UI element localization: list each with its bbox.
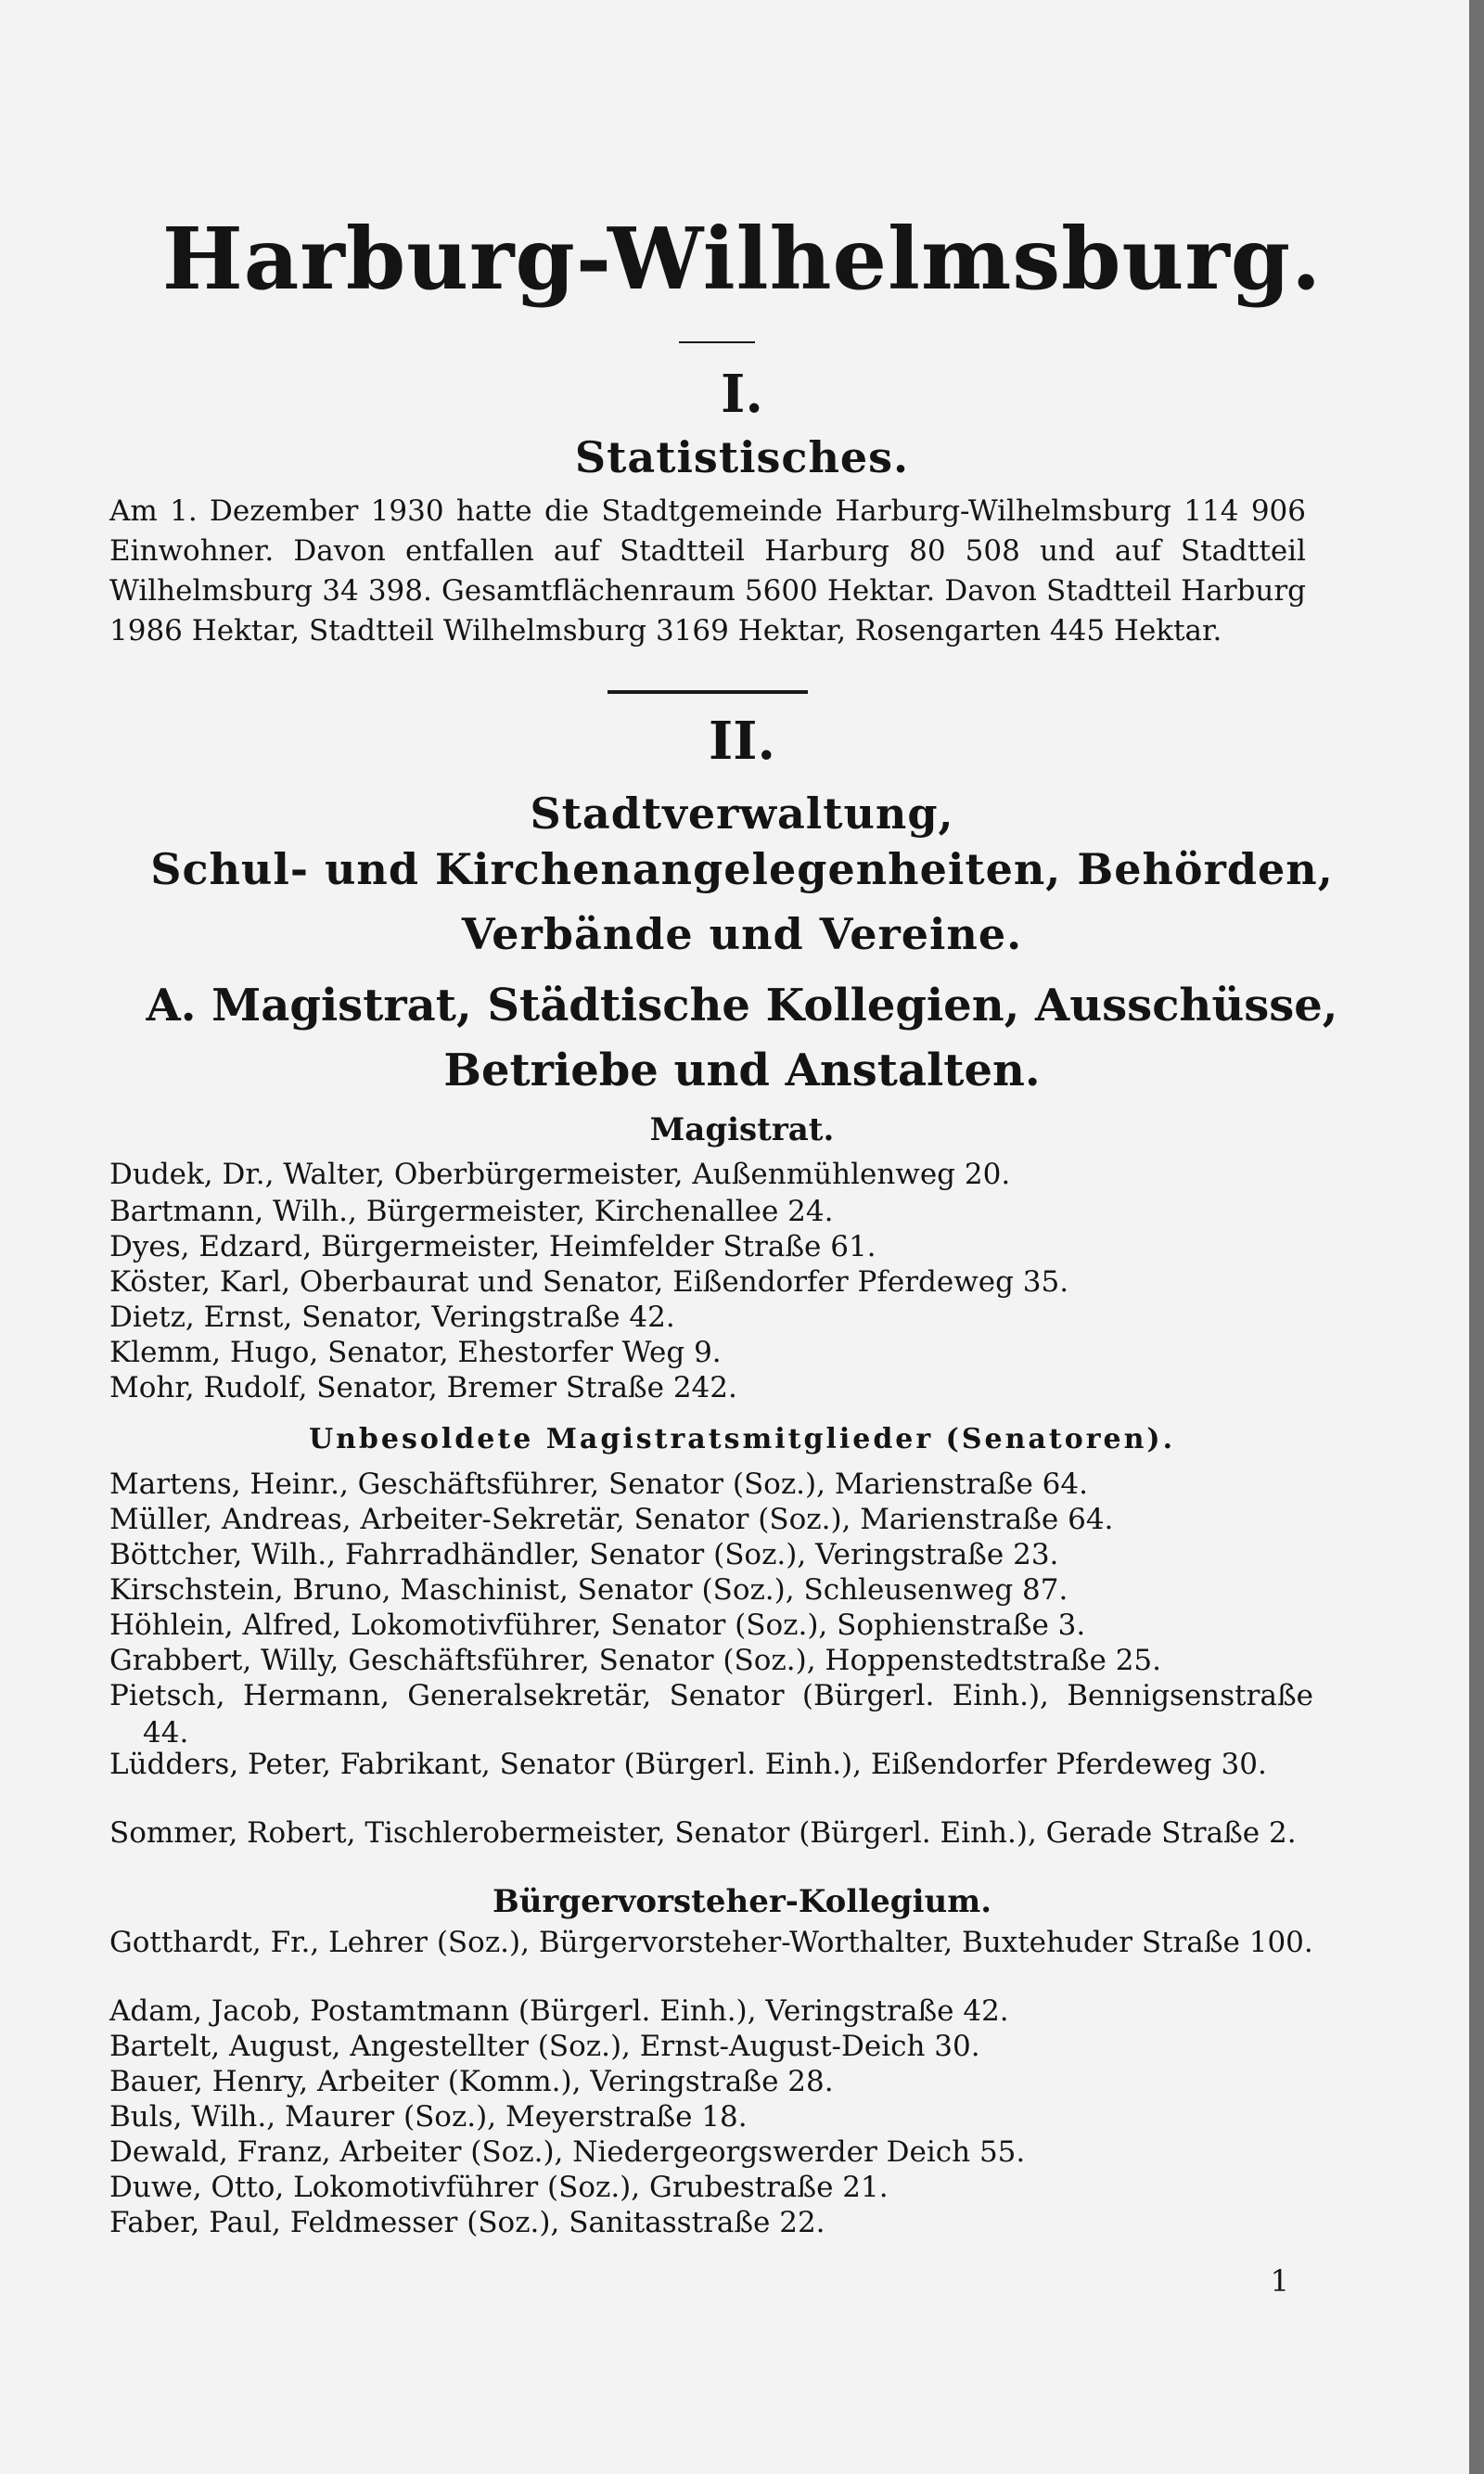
list-item: Klemm, Hugo, Senator, Ehestorfer Weg 9. bbox=[109, 1336, 722, 1369]
section-1-number: I. bbox=[721, 364, 763, 425]
list-item: Grabbert, Willy, Geschäftsführer, Senator (Soz.), Hoppenstedtstraße 25. bbox=[109, 1644, 1161, 1677]
subsection-a-heading-line-2: Betriebe und Anstalten. bbox=[443, 1045, 1041, 1096]
section-2-number: II. bbox=[709, 711, 775, 772]
list-item: Adam, Jacob, Postamtmann (Bürgerl. Einh.), Veringstraße 42. bbox=[109, 1994, 1009, 2028]
list-item: Sommer, Robert, Tischlerobermeister, Senator (Bürgerl. Einh.), Gerade Straße 2. bbox=[109, 1816, 1297, 1850]
page-title: Harburg-Wilhelmsburg. bbox=[161, 209, 1323, 309]
list-item: Müller, Andreas, Arbeiter-Sekretär, Senator (Soz.), Marienstraße 64. bbox=[109, 1503, 1114, 1536]
list-item: Höhlein, Alfred, Lokomotivführer, Senator (Soz.), Sophienstraße 3. bbox=[109, 1609, 1086, 1642]
kollegium-heading: Bürgervorsteher-Kollegium. bbox=[492, 1883, 992, 1920]
section-2-heading-line-1: Stadtverwaltung, bbox=[530, 788, 954, 839]
list-item: Dyes, Edzard, Bürgermeister, Heimfelder Straße 61. bbox=[109, 1230, 876, 1263]
list-item: Bauer, Henry, Arbeiter (Komm.), Veringstraße 28. bbox=[109, 2065, 834, 2098]
list-item: Bartmann, Wilh., Bürgermeister, Kirchenallee 24. bbox=[109, 1195, 834, 1228]
list-item: Mohr, Rudolf, Senator, Bremer Straße 242. bbox=[109, 1371, 737, 1404]
section-divider bbox=[608, 690, 808, 694]
list-item: Dietz, Ernst, Senator, Veringstraße 42. bbox=[109, 1301, 675, 1334]
statistics-paragraph: Am 1. Dezember 1930 hatte die Stadtgemeinde Harburg-Wilhelmsburg 114 906 Einwohner. Davon entfallen auf Stadtteil Harburg 80 508 und auf Stadtteil Wilhelmsburg 34 398. Gesamtflächenraum 5600 Hektar. Davon Stadtteil Harburg 1986 Hektar, Stadtteil Wilhelmsburg 3169 Hektar, Rosengarten 445 Hektar. bbox=[109, 494, 1306, 647]
page-number: 1 bbox=[1270, 2263, 1289, 2299]
list-item: Köster, Karl, Oberbaurat und Senator, Eißendorfer Pferdeweg 35. bbox=[109, 1265, 1069, 1299]
title-divider bbox=[679, 341, 755, 343]
list-item: Böttcher, Wilh., Fahrradhändler, Senator (Soz.), Veringstraße 23. bbox=[109, 1538, 1059, 1571]
list-item: Dudek, Dr., Walter, Oberbürgermeister, Außenmühlenweg 20. bbox=[109, 1158, 1011, 1191]
list-item: Dewald, Franz, Arbeiter (Soz.), Niedergeorgswerder Deich 55. bbox=[109, 2135, 1026, 2169]
list-item: Bartelt, August, Angestellter (Soz.), Ernst-August-Deich 30. bbox=[109, 2030, 980, 2063]
list-item: Gotthardt, Fr., Lehrer (Soz.), Bürgervorsteher-Worthalter, Buxtehuder Straße 100. bbox=[109, 1926, 1313, 1959]
magistrat-heading: Magistrat. bbox=[649, 1111, 835, 1148]
section-2-heading-line-3: Verbände und Vereine. bbox=[461, 909, 1023, 959]
list-item: Kirschstein, Bruno, Maschinist, Senator (Soz.), Schleusenweg 87. bbox=[109, 1573, 1068, 1607]
list-item: Pietsch, Hermann, Generalsekretär, Senator (Bürgerl. Einh.), Bennigsenstraße 44. bbox=[109, 1679, 1313, 1750]
section-2-heading-line-2: Schul- und Kirchenangelegenheiten, Behörden, bbox=[150, 844, 1334, 894]
list-item: Faber, Paul, Feldmesser (Soz.), Sanitasstraße 22. bbox=[109, 2206, 825, 2239]
list-item: Lüdders, Peter, Fabrikant, Senator (Bürgerl. Einh.), Eißendorfer Pferdeweg 30. bbox=[109, 1748, 1267, 1781]
unbesoldete-heading: Unbesoldete Magistratsmitglieder (Senatoren). bbox=[308, 1423, 1176, 1455]
list-item: Buls, Wilh., Maurer (Soz.), Meyerstraße 18. bbox=[109, 2100, 748, 2134]
list-item: Duwe, Otto, Lokomotivführer (Soz.), Grubestraße 21. bbox=[109, 2171, 889, 2204]
subsection-a-heading-line-1: A. Magistrat, Städtische Kollegien, Ausschüsse, bbox=[146, 980, 1338, 1032]
section-1-heading: Statistisches. bbox=[574, 432, 910, 482]
list-item: Martens, Heinr., Geschäftsführer, Senator (Soz.), Marienstraße 64. bbox=[109, 1468, 1088, 1501]
